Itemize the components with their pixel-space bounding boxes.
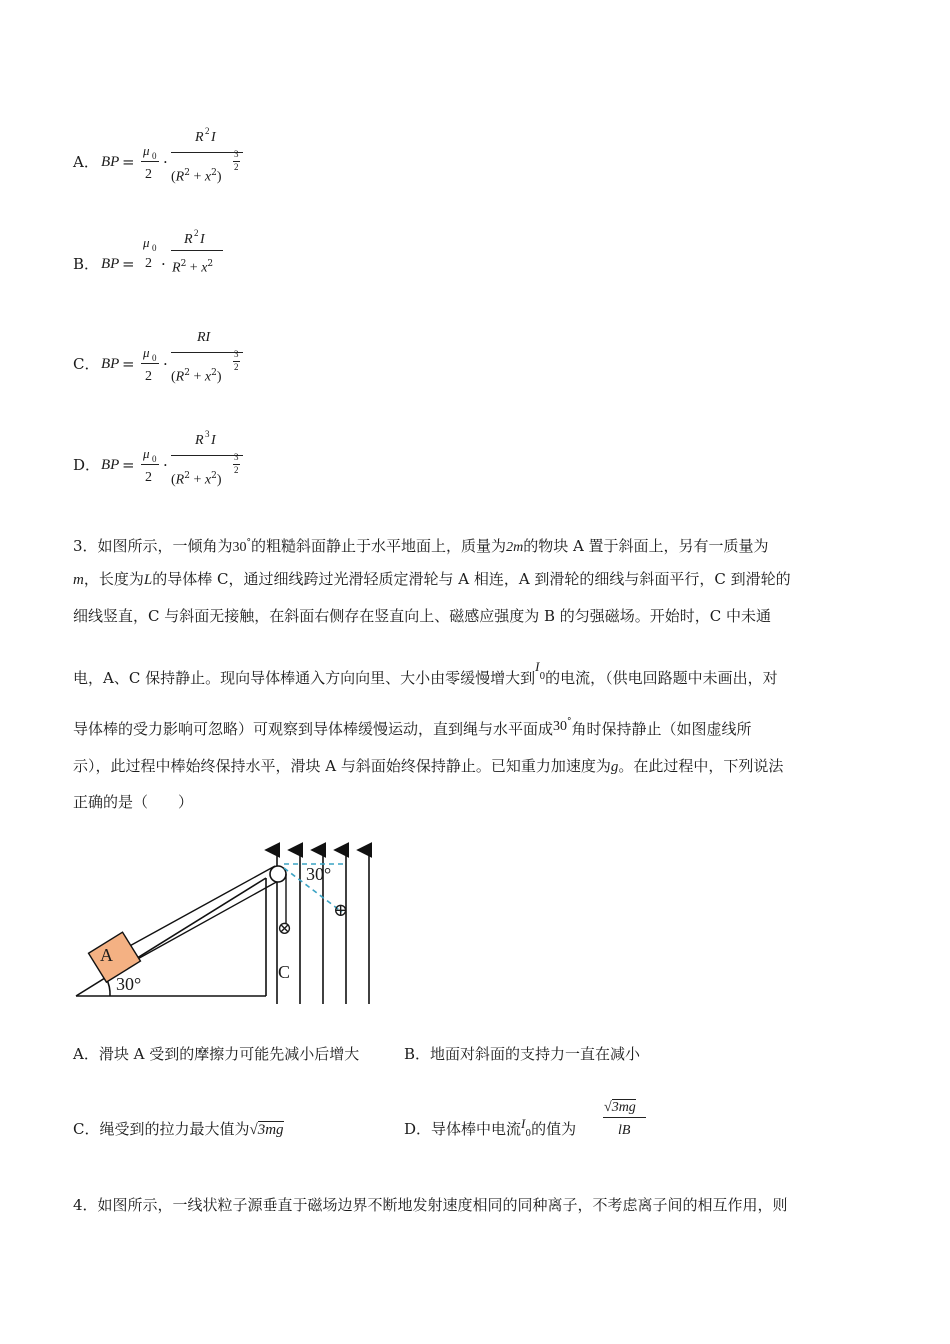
dot: · (163, 153, 168, 171)
mu-sub: 0 (152, 243, 157, 253)
exp-num: 3 (234, 149, 239, 159)
num-ri: RI (197, 330, 211, 345)
q3-line-4: 电，A、C 保持静止。现向导体棒通入方向向里、大小由零缓慢增大到$I_0$的电流，（供电回路题中未画出，对 (73, 659, 778, 687)
mu-sub: 0 (152, 454, 157, 464)
pulley (270, 866, 286, 882)
mu: μ (143, 345, 150, 360)
q3-option-c: C．绳受到的拉力最大值为√3mg (73, 1120, 284, 1138)
exp-num: 3 (234, 349, 239, 359)
denominator: $(R^2 + x^2)$ (171, 168, 222, 185)
option-label: D． (73, 456, 101, 474)
num-exp: 3 (205, 429, 210, 439)
two: 2 (145, 256, 152, 271)
q3-line-5: 导体棒的受力影响可忽略）可观察到导体棒缓慢运动，直到绳与水平面成30°角时保持静止（如图虚线所 (73, 717, 752, 738)
exp-den: 2 (234, 162, 239, 172)
lhs: BP (101, 256, 120, 272)
q4-line-1: 4．如图所示，一线状粒子源垂直于磁场边界不断地发射速度相同的同种离子，不考虑离子间的相互作用，则 (73, 1196, 788, 1214)
mu: μ (143, 235, 150, 250)
num-exp: 2 (205, 126, 210, 136)
dot: · (163, 355, 168, 373)
q3-option-d: D．导体棒中电流$I_0$的值为 (404, 1116, 577, 1139)
rod-label: C (278, 962, 291, 982)
num-i: I (211, 130, 216, 145)
option-label: A． (73, 153, 99, 171)
num-r: R (195, 433, 204, 448)
exp-den: 2 (234, 362, 239, 372)
num-i: I (200, 232, 205, 247)
q3-line-6: 示），此过程中棒始终保持水平，滑块 A 与斜面始终保持静止。已知重力加速度为g。在此过程中，下列说法 (73, 757, 784, 775)
lhs: BP (101, 154, 120, 170)
q3-line-7: 正确的是（ ） (73, 793, 194, 811)
q3-line-3: 细线竖直，C 与斜面无接触，在斜面右侧存在竖直向上、磁感应强度为 B 的匀强磁场。开始时，C 中未通 (73, 607, 772, 625)
two: 2 (145, 369, 152, 384)
current-plus-icon: ⊕ (333, 900, 349, 921)
lhs: BP (101, 457, 120, 473)
dot: · (163, 456, 168, 474)
rope-angle-label: 30° (306, 864, 332, 884)
current-into-icon: ⊗ (277, 918, 293, 939)
q3-line-2: m，长度为L的导体棒 C，通过细线跨过光滑轻质定滑轮与 A 相连，A 到滑轮的细线与斜面平行，C 到滑轮的 (73, 570, 791, 588)
rope-incline-lower (134, 880, 280, 961)
num-exp: 2 (194, 228, 199, 238)
denominator: $(R^2 + x^2)$ (171, 368, 222, 385)
mu-sub: 0 (152, 151, 157, 161)
q3-option-a: A．滑块 A 受到的摩擦力可能先减小后增大 (73, 1045, 360, 1063)
lhs: BP (101, 356, 120, 372)
option-label: B． (73, 255, 100, 273)
mu: μ (143, 446, 150, 461)
num-i: I (211, 433, 216, 448)
mu-sub: 0 (152, 353, 157, 363)
q3-option-b: B．地面对斜面的支持力一直在减小 (404, 1045, 641, 1063)
option-label: C． (73, 355, 100, 373)
two: 2 (145, 470, 152, 485)
equals: = (122, 153, 135, 171)
denominator: $(R^2 + x^2)$ (171, 471, 222, 488)
num-r: R (195, 130, 204, 145)
rope-incline (126, 866, 275, 948)
num-r: R (184, 232, 193, 247)
optD-numerator: √3mg (604, 1100, 636, 1115)
mu: μ (143, 143, 150, 158)
block-label: A (100, 945, 113, 965)
denominator: $R^2 + x^2$ (172, 259, 214, 276)
two: 2 (145, 167, 152, 182)
equals: = (122, 456, 135, 474)
dot: · (161, 255, 166, 273)
q3-line-1: 3．如图所示，一倾角为30°的粗糙斜面静止于水平地面上，质量为2m的物块 A 置于斜面上，另有一质量为 (73, 537, 769, 555)
exp-den: 2 (234, 465, 239, 475)
equals: = (122, 255, 135, 273)
equals: = (122, 355, 135, 373)
slope-angle-label: 30° (116, 974, 142, 994)
optD-denominator: lB (618, 1123, 631, 1138)
exp-num: 3 (234, 452, 239, 462)
